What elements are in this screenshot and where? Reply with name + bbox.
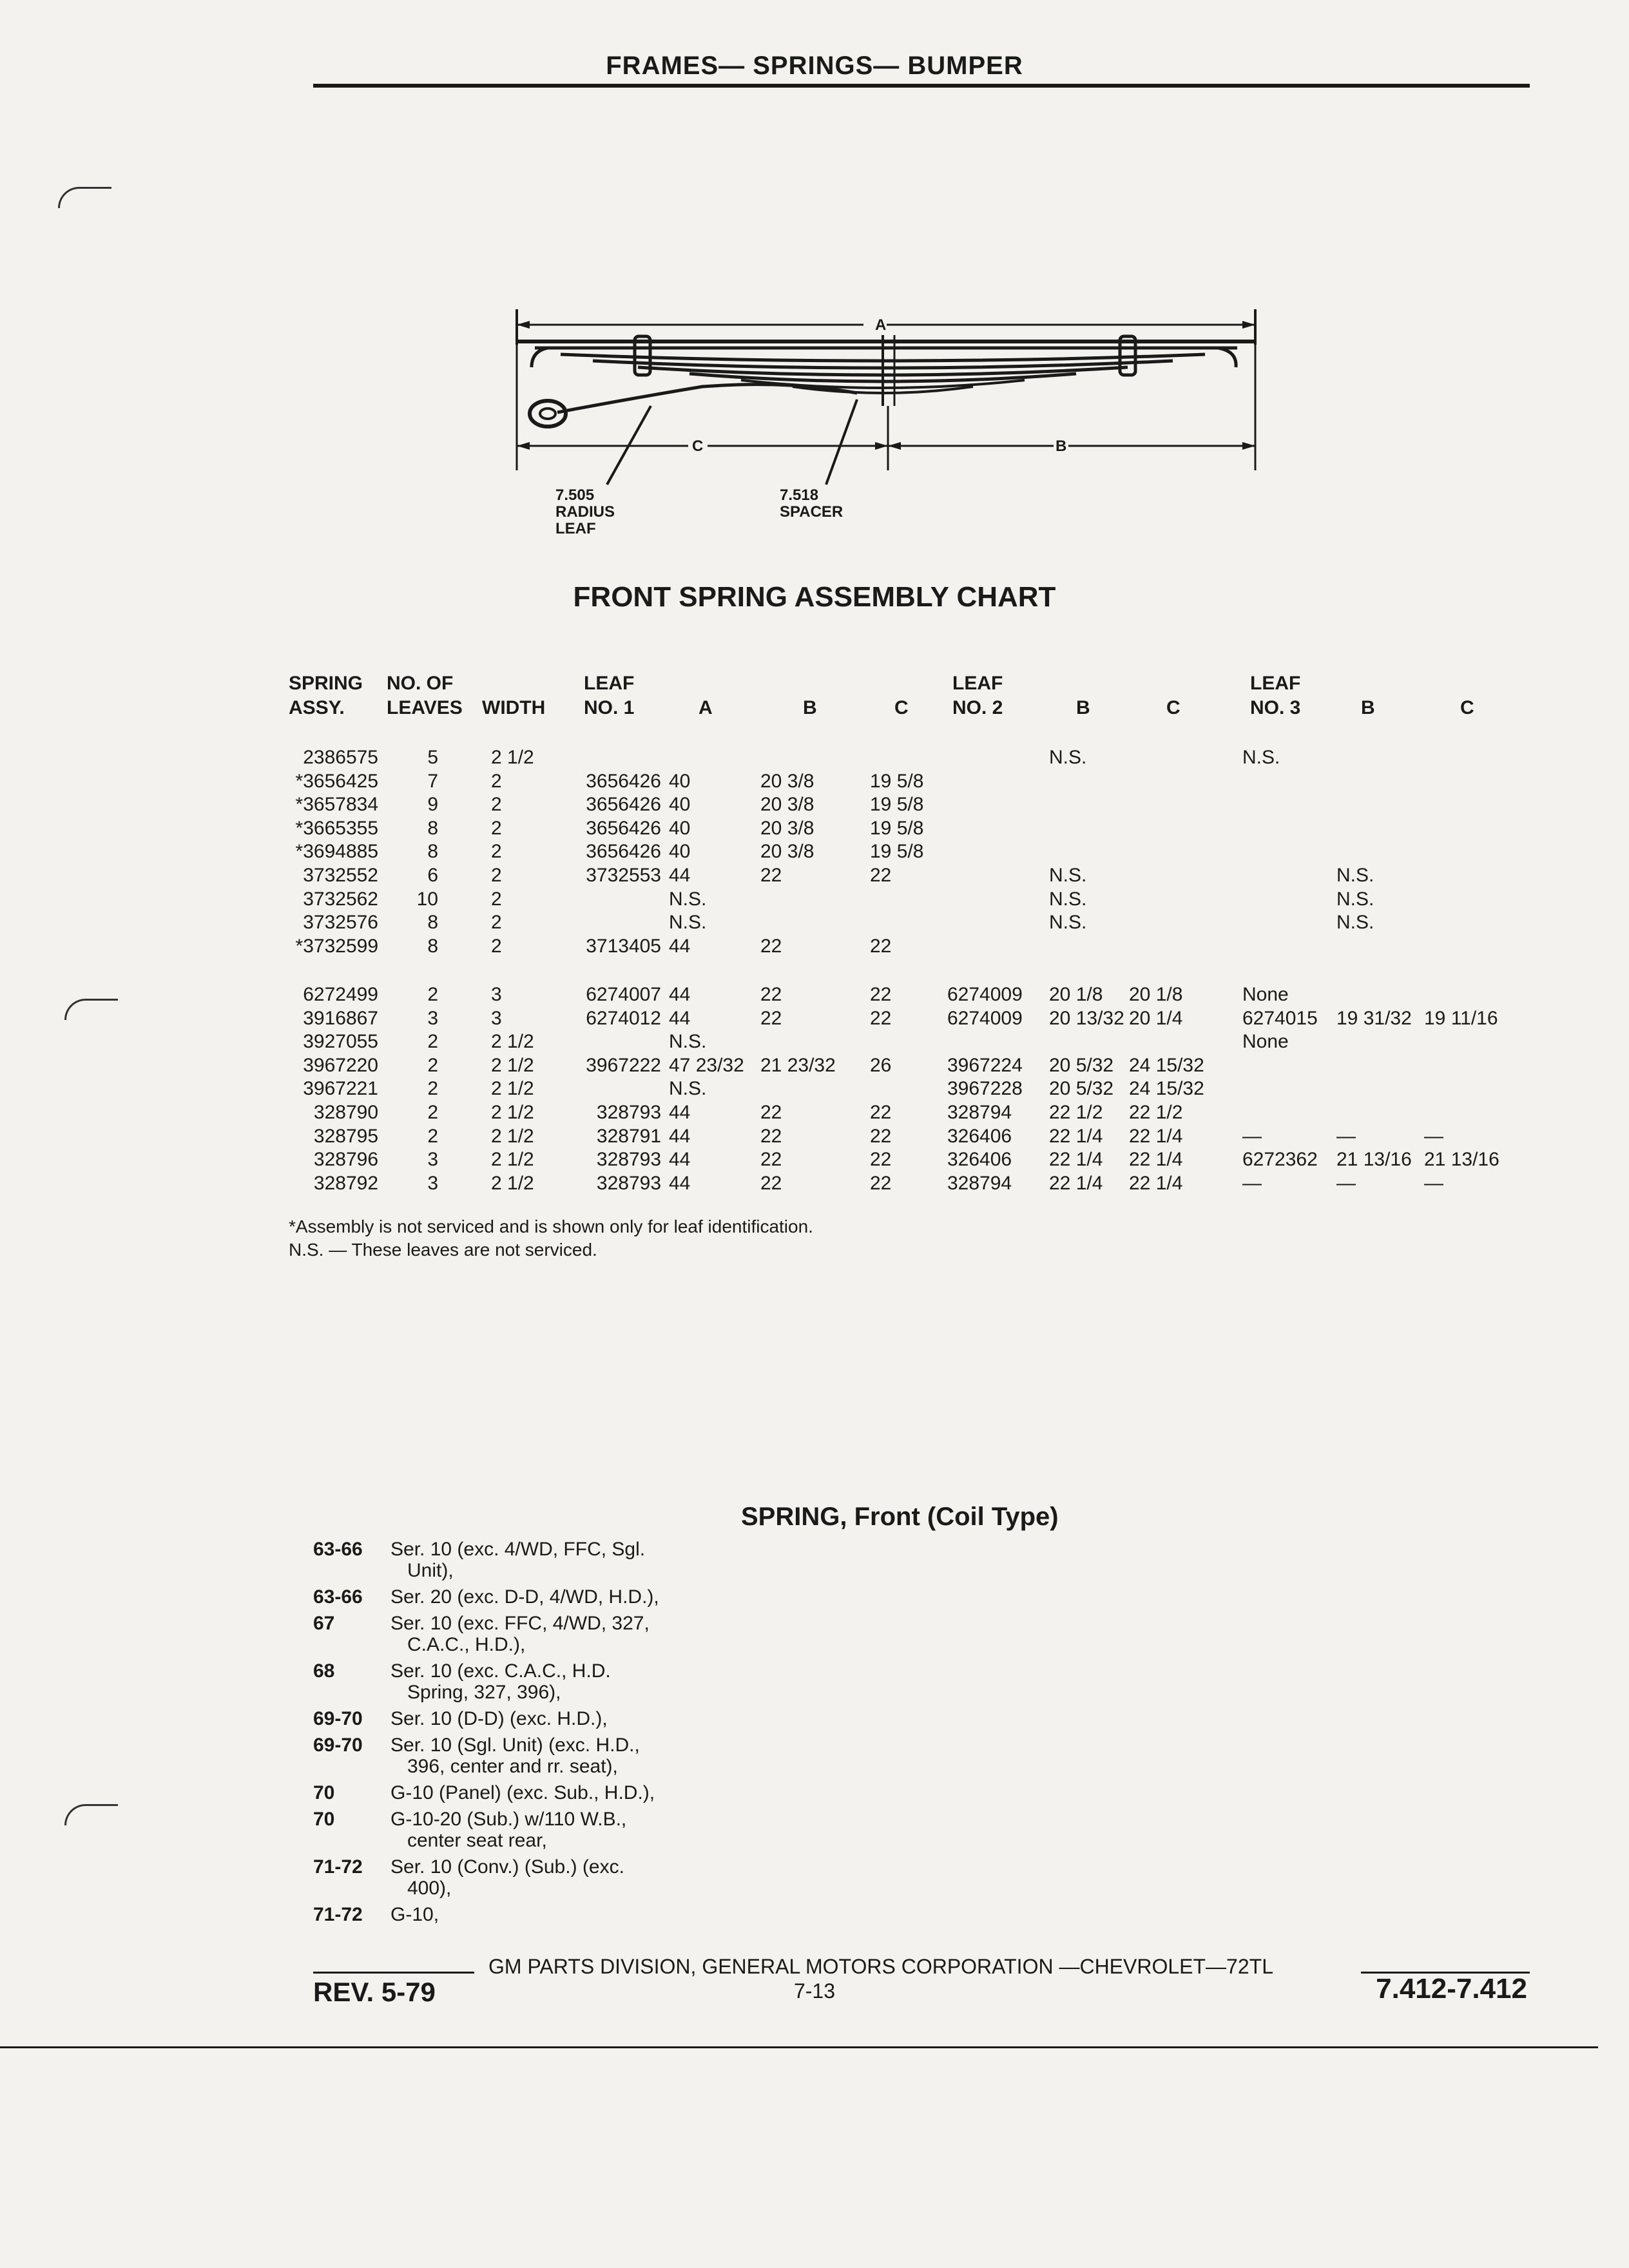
column-header-c2: C [1166,697,1181,718]
application-year: 63-66 [313,1539,363,1560]
column-header-b3: B [1361,697,1375,718]
cell-leaves: 8 [427,817,438,839]
cell-c1: 22 [870,1102,892,1123]
cell-b2: 20 1/8 [1049,984,1103,1005]
cell-a: 44 [669,865,691,886]
application-year: 70 [313,1782,335,1803]
cell-c3: 19 11/16 [1424,1007,1498,1029]
cell-assy: 3732552 [303,865,378,886]
column-header-leaf1: LEAF NO. 1 [584,673,635,718]
leaf-spring-diagram [496,303,1269,561]
application-description: G-10 (Panel) (exc. Sub., H.D.), [390,1782,655,1803]
cell-assy: *3665355 [295,817,378,839]
margin-mark [58,187,111,208]
cell-b1: 20 3/8 [760,770,815,792]
cell-c1: 22 [870,1172,892,1194]
application-description: Ser. 10 (exc. C.A.C., H.D. Spring, 327, 396), [390,1660,611,1703]
cell-c1: 19 5/8 [870,794,924,816]
cell-a: 40 [669,794,691,816]
cell-leaf1: 3656426 [586,841,661,863]
cell-assy: *3694885 [295,841,378,863]
cell-b2: N.S. [1049,888,1087,910]
coil-application-item [313,1586,893,1608]
cell-a: 40 [669,817,691,839]
cell-c3: 21 13/16 [1424,1149,1499,1171]
cell-leaves: 2 [427,1125,438,1147]
cell-leaf1: 6274012 [586,1007,661,1029]
cell-a: 44 [669,1149,691,1171]
cell-a: 44 [669,984,691,1005]
cell-assy: 328792 [313,1172,378,1194]
cell-b2: 22 1/2 [1049,1102,1103,1123]
cell-leaf2: 6274009 [947,984,1023,1005]
cell-leaf3: — [1242,1172,1262,1194]
coil-spring-title: SPRING, Front (Coil Type) [741,1503,1059,1531]
cell-b1: 21 23/32 [760,1054,836,1076]
cell-leaf2: 3967224 [947,1054,1023,1076]
column-header-c3: C [1460,697,1474,718]
header-rule [313,84,1530,88]
cell-assy: 328795 [313,1125,378,1147]
column-header-spring-assy: SPRING ASSY. [289,673,363,718]
cell-c3: — [1424,1172,1443,1194]
cell-width: 2 1/2 [491,1172,534,1194]
cell-leaf2: 3967228 [947,1078,1023,1100]
footer-rule-left [313,1972,474,1974]
cell-leaf2: 326406 [947,1149,1012,1171]
cell-width: 2 [491,912,502,934]
application-description: Ser. 10 (exc. FFC, 4/WD, 327, C.A.C., H.D.), [390,1613,650,1655]
dimension-c-label: C [692,437,704,455]
cell-c2: 22 1/4 [1129,1172,1183,1194]
footer-division: GM PARTS DIVISION, GENERAL MOTORS CORPORATION —CHEVROLET—72TL [488,1955,1273,1978]
cell-leaves: 10 [416,888,438,910]
application-description: Ser. 20 (exc. D-D, 4/WD, H.D.), [390,1586,659,1608]
cell-b1: 22 [760,1007,782,1029]
cell-c2: 20 1/8 [1129,984,1183,1005]
application-year: 69-70 [313,1708,363,1729]
cell-leaf3: — [1242,1125,1262,1147]
cell-b2: N.S. [1049,747,1087,768]
cell-c1: 22 [870,935,892,957]
coil-application-item [313,1904,893,1925]
cell-c1: 22 [870,984,892,1005]
cell-leaves: 7 [427,770,438,792]
column-header-c1: C [894,697,909,718]
application-description: Ser. 10 (Sgl. Unit) (exc. H.D., 396, center and rr. seat), [390,1735,640,1777]
cell-b1: 22 [760,1172,782,1194]
cell-assy: 6272499 [303,984,378,1005]
cell-a: 47 23/32 [669,1054,744,1076]
cell-a: 40 [669,770,691,792]
cell-width: 2 [491,794,502,816]
radius-leaf-callout: 7.505 RADIUS LEAF [555,486,615,537]
cell-width: 3 [491,984,502,1005]
coil-application-item [313,1809,893,1851]
cell-b2: N.S. [1049,912,1087,934]
cell-c1: 22 [870,1007,892,1029]
cell-width: 2 1/2 [491,1125,534,1147]
cell-b2: 20 5/32 [1049,1078,1114,1100]
application-year: 68 [313,1660,335,1682]
cell-width: 2 [491,817,502,839]
cell-b3: N.S. [1336,888,1374,910]
cell-c2: 22 1/4 [1129,1149,1183,1171]
cell-c1: 26 [870,1054,892,1076]
application-description: G-10-20 (Sub.) w/110 W.B., center seat rear, [390,1809,627,1851]
application-description: G-10, [390,1904,439,1925]
cell-leaves: 9 [427,794,438,816]
cell-b1: 22 [760,865,782,886]
cell-c2: 20 1/4 [1129,1007,1183,1029]
column-header-leaf3: LEAF NO. 3 [1250,673,1301,718]
cell-assy: 3916867 [303,1007,378,1029]
cell-c1: 22 [870,865,892,886]
cell-assy: 328790 [313,1102,378,1123]
cell-a: 44 [669,1102,691,1123]
cell-a: N.S. [669,1078,707,1100]
coil-application-item [313,1660,893,1703]
cell-leaf1: 328793 [596,1149,661,1171]
column-header-leaf2: LEAF NO. 2 [952,673,1003,718]
page-header-title: FRAMES— SPRINGS— BUMPER [606,52,1023,80]
cell-leaves: 3 [427,1007,438,1029]
coil-application-item [313,1613,893,1655]
cell-leaf1: 3732553 [586,865,661,886]
cell-b1: 22 [760,984,782,1005]
cell-b2: N.S. [1049,865,1087,886]
cell-b3: N.S. [1336,912,1374,934]
application-description: Ser. 10 (D-D) (exc. H.D.), [390,1708,608,1729]
cell-leaves: 3 [427,1172,438,1194]
cell-leaves: 6 [427,865,438,886]
cell-c2: 22 1/2 [1129,1102,1183,1123]
cell-leaves: 8 [427,912,438,934]
coil-application-item [313,1856,893,1899]
cell-a: 44 [669,1125,691,1147]
cell-leaves: 3 [427,1149,438,1171]
column-header-b2: B [1076,697,1090,718]
cell-width: 2 1/2 [491,1149,534,1171]
footer-revision: REV. 5-79 [313,1977,436,2007]
cell-b1: 20 3/8 [760,841,815,863]
chart-title: FRONT SPRING ASSEMBLY CHART [573,581,1056,613]
note-not-serviced-assembly: *Assembly is not serviced and is shown only for leaf identification. [289,1216,813,1236]
application-year: 70 [313,1809,335,1830]
cell-leaf3: None [1242,1031,1289,1053]
footer-page-number: 7-13 [793,1979,836,2003]
cell-b3: 19 31/32 [1336,1007,1412,1029]
cell-b2: 20 13/32 [1049,1007,1124,1029]
cell-leaf2: 328794 [947,1102,1012,1123]
cell-leaf1: 3656426 [586,794,661,816]
cell-leaves: 2 [427,1078,438,1100]
cell-assy: *3656425 [295,770,378,792]
cell-leaf3: N.S. [1242,747,1280,768]
cell-leaves: 2 [427,1054,438,1076]
application-year: 67 [313,1613,335,1634]
cell-c2: 22 1/4 [1129,1125,1183,1147]
cell-leaves: 2 [427,1031,438,1053]
cell-a: N.S. [669,888,707,910]
cell-assy: 3967221 [303,1078,378,1100]
dimension-b-label: B [1055,437,1067,455]
cell-assy: 3927055 [303,1031,378,1053]
application-description: Ser. 10 (exc. 4/WD, FFC, Sgl. Unit), [390,1539,646,1581]
cell-leaves: 5 [427,747,438,768]
cell-a: N.S. [669,912,707,934]
coil-application-item [313,1782,893,1803]
cell-c1: 19 5/8 [870,841,924,863]
cell-leaf3: None [1242,984,1289,1005]
cell-a: N.S. [669,1031,707,1053]
cell-b2: 22 1/4 [1049,1125,1103,1147]
cell-assy: 3732576 [303,912,378,934]
cell-c2: 24 15/32 [1129,1078,1204,1100]
coil-application-item [313,1539,893,1581]
page-bottom-rule [0,2046,1598,2048]
cell-leaf1: 328793 [596,1102,661,1123]
application-year: 71-72 [313,1856,363,1878]
cell-width: 2 1/2 [491,1054,534,1076]
cell-b2: 22 1/4 [1049,1172,1103,1194]
cell-leaf1: 3967222 [586,1054,661,1076]
coil-application-item [313,1735,893,1777]
application-year: 69-70 [313,1735,363,1756]
margin-mark [64,1804,118,1825]
cell-width: 2 1/2 [491,1078,534,1100]
cell-leaf1: 3713405 [586,935,661,957]
column-header-width: WIDTH [482,697,546,718]
cell-leaf3: 6274015 [1242,1007,1318,1029]
cell-assy: 328796 [313,1149,378,1171]
cell-width: 2 [491,865,502,886]
cell-b1: 22 [760,1125,782,1147]
cell-a: 40 [669,841,691,863]
cell-leaf1: 328793 [596,1172,661,1194]
cell-width: 2 1/2 [491,747,534,768]
cell-leaves: 2 [427,1102,438,1123]
note-ns-leaves: N.S. — These leaves are not serviced. [289,1240,597,1260]
cell-b2: 22 1/4 [1049,1149,1103,1171]
cell-leaves: 2 [427,984,438,1005]
cell-width: 2 [491,888,502,910]
cell-width: 2 1/2 [491,1102,534,1123]
column-header-b1: B [803,697,817,718]
cell-leaves: 8 [427,935,438,957]
application-description: Ser. 10 (Conv.) (Sub.) (exc. 400), [390,1856,624,1899]
cell-assy: 3967220 [303,1054,378,1076]
cell-b1: 22 [760,935,782,957]
cell-leaf2: 326406 [947,1125,1012,1147]
cell-c1: 19 5/8 [870,770,924,792]
cell-width: 2 [491,935,502,957]
cell-b3: N.S. [1336,865,1374,886]
cell-width: 2 1/2 [491,1031,534,1053]
cell-b3: — [1336,1172,1356,1194]
margin-mark [64,999,118,1020]
cell-leaf1: 6274007 [586,984,661,1005]
cell-leaf1: 3656426 [586,817,661,839]
cell-width: 2 [491,770,502,792]
chart-notes [289,1215,813,1262]
application-year: 71-72 [313,1904,363,1925]
cell-b2: 20 5/32 [1049,1054,1114,1076]
cell-a: 44 [669,1172,691,1194]
footer-section-number: 7.412-7.412 [1376,1973,1527,2004]
cell-leaf1: 328791 [596,1125,661,1147]
cell-a: 44 [669,1007,691,1029]
cell-leaves: 8 [427,841,438,863]
cell-b1: 22 [760,1149,782,1171]
cell-assy: *3732599 [295,935,378,957]
cell-b1: 22 [760,1102,782,1123]
cell-b1: 20 3/8 [760,794,815,816]
cell-b1: 20 3/8 [760,817,815,839]
cell-b3: 21 13/16 [1336,1149,1412,1171]
cell-leaf3: 6272362 [1242,1149,1318,1171]
cell-c2: 24 15/32 [1129,1054,1204,1076]
cell-leaf2: 328794 [947,1172,1012,1194]
cell-c1: 22 [870,1149,892,1171]
cell-assy: 2386575 [303,747,378,768]
cell-width: 2 [491,841,502,863]
cell-a: 44 [669,935,691,957]
cell-width: 3 [491,1007,502,1029]
cell-c3: — [1424,1125,1443,1147]
dimension-a-label: A [875,316,887,334]
cell-c1: 22 [870,1125,892,1147]
cell-assy: 3732562 [303,888,378,910]
cell-c1: 19 5/8 [870,817,924,839]
column-header-no-of-leaves: NO. OF LEAVES [387,673,463,718]
spacer-callout: 7.518 SPACER [780,486,843,521]
cell-leaf1: 3656426 [586,770,661,792]
coil-application-item [313,1708,893,1729]
cell-leaf2: 6274009 [947,1007,1023,1029]
cell-b3: — [1336,1125,1356,1147]
application-year: 63-66 [313,1586,363,1608]
column-header-a: A [699,697,713,718]
cell-assy: *3657834 [295,794,378,816]
